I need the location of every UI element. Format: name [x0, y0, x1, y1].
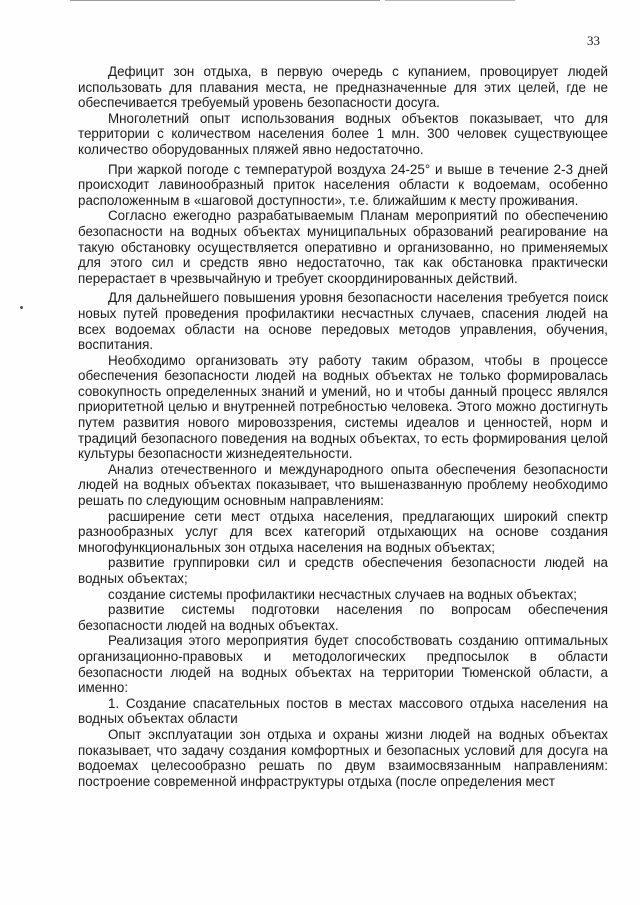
paragraph: Для дальнейшего повышения уровня безопасности населения требуется поиск новых путей проведения профилактики несчастных случаев, спасения людей на всех водоемах области на основе передовых методов управления, обучения, воспитания. — [78, 290, 608, 353]
list-item: развитие системы подготовки населения по вопросам обеспечения безопасности людей на водных объектах. — [78, 602, 608, 633]
paragraph: При жаркой погоде с температурой воздуха 24-25° и выше в течение 2-3 дней происходит лавинообразный приток населения области к водоемам, особенно расположенным в «шаговой доступности», т.е. ближайшим к месту проживания. — [78, 161, 608, 208]
list-item: создание системы профилактики несчастных случаев на водных объектах; — [108, 586, 577, 602]
list-item: расширение сети мест отдыха населения, предлагающих широкий спектр разнообразных услуг для всех категорий отдыхающих на основе создания многофункциональных зон отдыха населения на водных объектах; — [78, 508, 608, 555]
list-item: развитие группировки сил и средств обеспечения безопасности людей на водных объектах; — [78, 555, 608, 586]
scan-edge-line — [70, 0, 380, 1]
paragraph: Согласно ежегодно разрабатываемым Планам мероприятий по обеспечению безопасности на водных объектах муниципальных образований реагирование на такую обстановку осуществляется оперативно и организованно, но применяемых для этого сил и средств явно недостаточно, так как обстановка практически перерастает в чрезвычайную и требует скоординированных действий. — [78, 208, 608, 286]
paragraph: Необходимо организовать эту работу таким образом, чтобы в процессе обеспечения безопасности людей на водных объектах не только формировалась совокупность определенных знаний и умений, но и чтобы данный процесс являлся приоритетной целью и внутренней потребностью человека. Этого можно достигнуть путем развития нового мировоззрения, системы идеалов и ценностей, норм и традиций безопасного поведения на водных объектах, то есть формирования целой культуры безопасности жизнедеятельности. — [78, 352, 608, 462]
section-heading: 1. Создание спасательных постов в местах массового отдыха населения на водных объектах области — [78, 695, 608, 727]
paragraph: Дефицит зон отдыха, в первую очередь с купанием, провоцирует людей использовать для плавания места, не предназначенные для этих целей, где не обеспечивается требуемый уровень безопасности досуга. — [78, 64, 608, 111]
paragraph: Многолетний опыт использования водных объектов показывает, что для территории с количеством населения более 1 млн. 300 человек существующее количество оборудованных пляжей явно недостаточно. — [78, 110, 608, 157]
paragraph: Опыт эксплуатации зон отдыха и охраны жизни людей на водных объектах показывает, что задачу создания комфортных и безопасных условий для досуга на водоемах целесообразно решать по двум взаимосвязанным направлениям: построение современной инфраструктуры отдыха (после определения мест — [78, 726, 608, 789]
paragraph: Анализ отечественного и международного опыта обеспечения безопасности людей на водных объектах показывает, что вышеназванную проблему необходимо решать по следующим основным направлениям: — [78, 461, 608, 509]
scan-edge-line — [385, 0, 515, 1]
paragraph: Реализация этого мероприятия будет способствовать созданию оптимальных организационно-правовых и методологических предпосылок в области безопасности людей на водных объектах на территории Тюменской области, а именно: — [78, 633, 608, 696]
scan-speck — [20, 306, 23, 309]
document-body — [78, 64, 608, 789]
page-number: 33 — [587, 33, 600, 48]
